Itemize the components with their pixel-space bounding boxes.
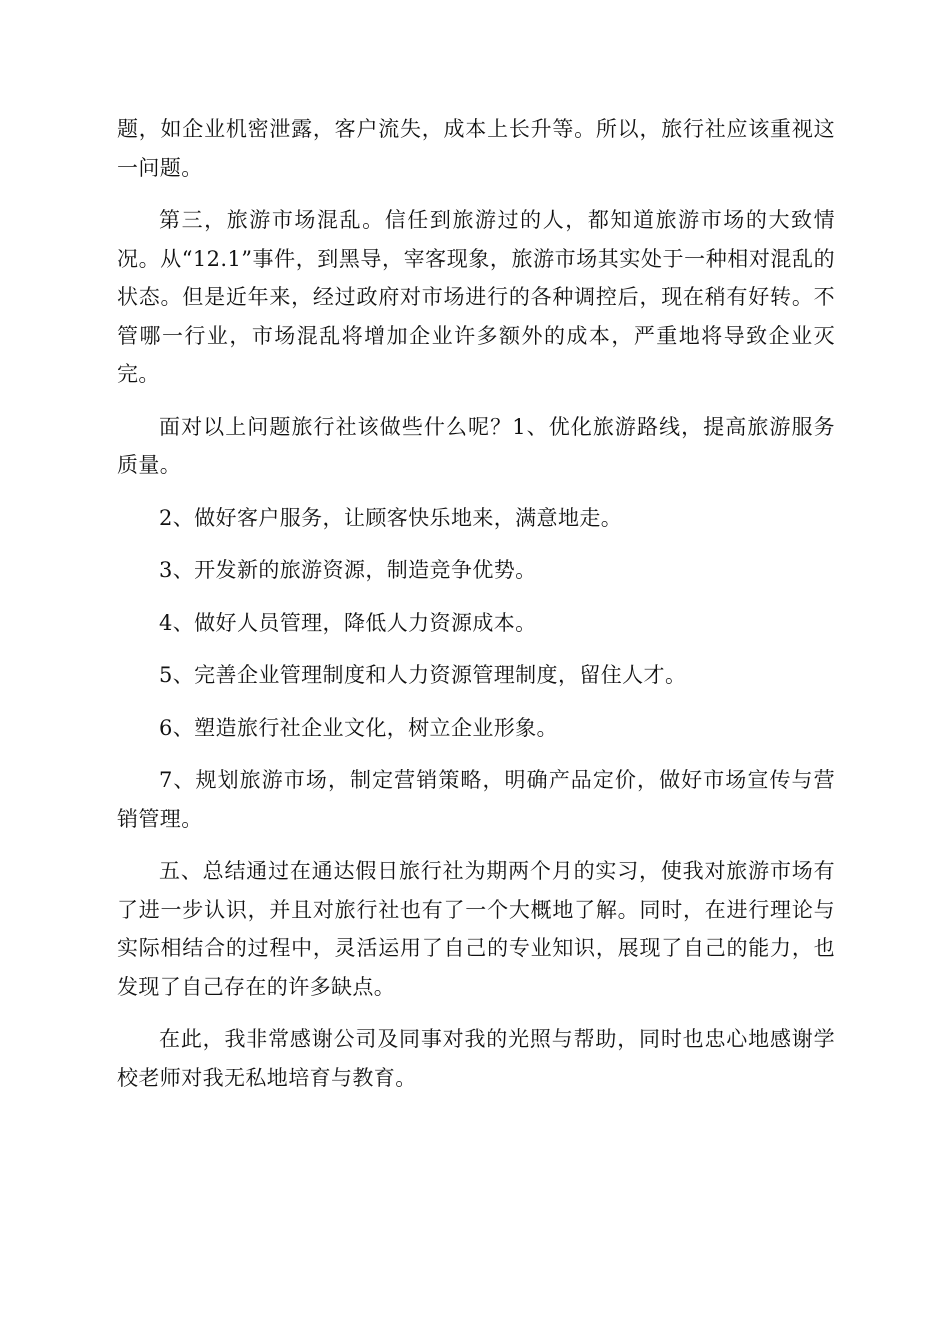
list-item-7: 7、规划旅游市场，制定营销策略，明确产品定价，做好市场宣传与营销管理。 <box>117 768 835 831</box>
paragraph-summary: 五、总结通过在通达假日旅行社为期两个月的实习，使我对旅游市场有了进一步认识，并且对旅行社也有了一个大概地了解。同时，在进行理论与实际相结合的过程中，灵活运用了自己的专业知识，展现了自己的能力，也发现了自己存在的许多缺点。 <box>117 859 835 999</box>
paragraph-measures-intro: 面对以上问题旅行社该做些什么呢？1、优化旅游路线，提高旅游服务质量。 <box>117 414 835 477</box>
document-page <box>117 110 835 1111</box>
list-item-4: 4、做好人员管理，降低人力资源成本。 <box>159 610 537 635</box>
list-item-5: 5、完善企业管理制度和人力资源管理制度，留住人才。 <box>159 663 687 687</box>
list-item-2: 2、做好客户服务，让顾客快乐地来，满意地走。 <box>159 505 623 530</box>
paragraph-continuation: 题，如企业机密泄露，客户流失，成本上长升等。所以，旅行社应该重视这一问题。 <box>117 117 835 180</box>
paragraph-thanks: 在此，我非常感谢公司及同事对我的光照与帮助，同时也忠心地感谢学校老师对我无私地培育与教育。 <box>117 1027 835 1090</box>
list-item-3: 3、开发新的旅游资源，制造竞争优势。 <box>159 558 537 582</box>
list-item-6: 6、塑造旅行社企业文化，树立企业形象。 <box>159 715 558 740</box>
paragraph-market-disorder: 第三，旅游市场混乱。信任到旅游过的人，都知道旅游市场的大致情况。从“12.1”事件，到黑导，宰客现象，旅游市场其实处于一种相对混乱的状态。但是近年来，经过政府对市场进行的各种调控后，现在稍有好转。不管哪一行业，市场混乱将增加企业许多额外的成本，严重地将导致企业灭完。 <box>117 208 835 386</box>
